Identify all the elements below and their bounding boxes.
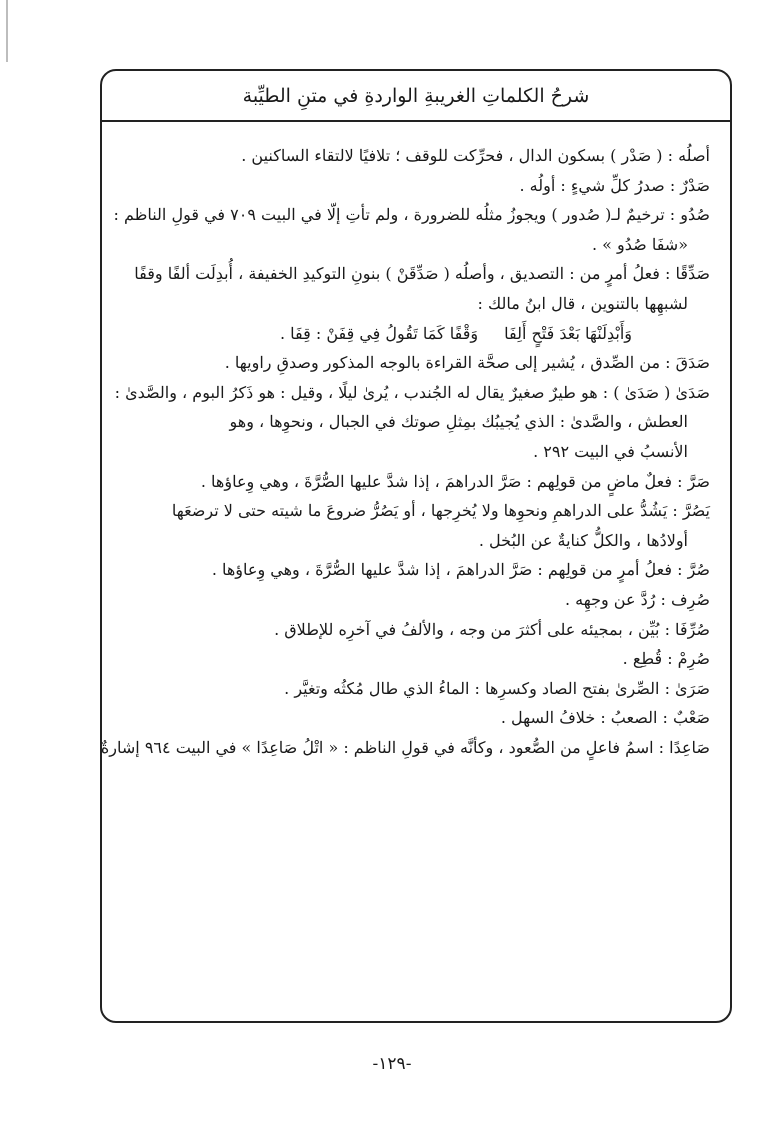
entry-line: صُرَّ : فعلُ أمرٍ من قولِهم : صَرَّ الدراهمَ ، إذا شدَّ عليها الصُّرَّةَ ، وهي وِعاؤها . [211,560,710,580]
entry-line: صَاعِدًا : اسمُ فاعلٍ من الصُّعود ، وكأنَّه في قولِ الناظم : « اتْلُ صَاعِدًا » في البيت ٩٦٤ إشارةٌ [100,737,710,757]
poetry-verse [114,319,710,349]
entry-line: صَرَىٰ : الصِّرىٰ بفتح الصاد وكسرِها : الماءُ الذي طال مُكثُه وتغيَّر . [284,678,710,698]
entry-line: صُرِّفَا : بُيِّن ، بمجيئه على أكثرَ من وجه ، والألفُ في آخرِه للإطلاق . [274,619,710,639]
entry-line: صَدِّقًا : فعلُ أمرٍ من : التصديق ، وأصلُه ( صَدِّقَنْ ) بنونِ التوكيدِ الخفيفة ، أُبدِلَت ألفًا وقفًا [134,264,710,284]
entry-line: صُرِف : رُدَّ عن وجهِه . [564,589,710,609]
entry-line: صَرَّ : فعلٌ ماضٍ من قولِهم : صَرَّ الدراهمَ ، إذا شدَّ عليها الصُّرَّةَ ، وهي وِعاؤها . [200,471,710,491]
text-line: أصلُه : ( صَدْر ) بسكون الدال ، فحرِّكت للوقف ؛ تلافيًا لالتقاء الساكنين . [241,146,710,165]
continuation-line: «شفَا صُدُو » . [591,234,688,254]
continuation-line: العطش ، والصَّدىٰ : الذي يُجيبُك بمِثلِ صوتك في الجبال ، ونحوِها ، وهو [229,412,688,432]
entry-line: صُرِمْ : قُطِع . [622,649,710,669]
verse-second-hemistich: وَقْفًا كَمَا تَقُولُ فِي قِفَنْ : قِفَا . [279,323,479,343]
entry-line: صَدَىٰ ( صَدَىٰ ) : هو طيرٌ صغيرٌ يقال له الجُندب ، يُرىٰ ليلًا ، وقيل : هو ذَكرُ البوم ، والصَّدىٰ : [114,382,710,402]
continuation-line: لشبهِها بالتنوين ، قال ابنُ مالك : [477,293,688,313]
entry-line: صَدْرٌ : صدرُ كلِّ شيءٍ : أولُه . [519,175,710,195]
continuation-line: أولادُها ، والكلُّ كنايةٌ عن البُخل . [478,530,688,550]
continuation-line: الأنسبُ في البيت ٢٩٢ . [533,441,688,461]
page-frame [100,69,732,1023]
glossary-body [100,141,710,1011]
entry-line: صَعْبٌ : الصعبُ : خلافُ السهل . [500,708,710,728]
entry-line: صُدُو : ترخيمٌ لـ( صُدور ) ويجوزُ مثلُه للضرورة ، ولم تأتِ إلّا في البيت ٧٠٩ في قولِ الناظم : [113,205,710,225]
running-header [102,71,730,122]
verse-first-hemistich: وَأَبْدِلَنْهَا بَعْدَ فَتْحٍ أَلِفَا [504,323,632,343]
entry-line: صَدَقَ : من الصِّدق ، يُشير إلى صحَّة القراءة بالوجه المذكور وصدقِ راويها . [224,353,710,373]
page-number: -١٢٩- [372,1054,412,1074]
header-title: شرحُ الكلماتِ الغريبةِ الواردةِ في متنِ الطيِّبة [242,84,590,107]
entry-line: يَصُرَّ : يَشُدُّ على الدراهمِ ونحوِها ولا يُخرِجها ، أو يَصُرُّ ضروعَ ما شيته حتى لا ترضعَها [171,501,710,521]
page-edge-mark [6,0,8,62]
